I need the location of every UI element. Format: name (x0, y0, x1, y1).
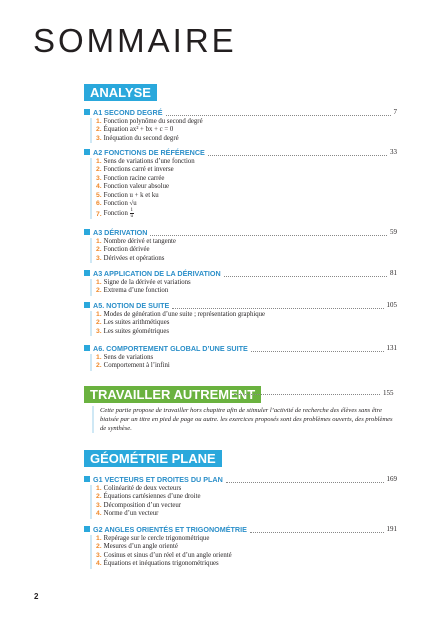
chapter-page: 131 (386, 344, 397, 352)
chapter-a5[interactable] (84, 299, 397, 311)
leader-dots (251, 345, 384, 352)
list-item: 2. Les suites arithmétiques (96, 319, 170, 327)
list-item: 5. Fonction u + k et ku (96, 191, 159, 199)
list-item: 2. Équations cartésiennes d’une droite (96, 493, 201, 501)
list-item: 2. Mesures d’un angle orienté (96, 543, 178, 551)
list-item: 2. Fonction dérivée (96, 246, 150, 254)
chapter-page: 7 (393, 108, 397, 116)
chapter-page: 105 (386, 301, 397, 309)
list-item: 2. Comportement à l’infini (96, 362, 170, 370)
list-item: 2. Extrema d’une fonction (96, 287, 169, 295)
chapter-page: 59 (390, 228, 397, 236)
chapter-g2[interactable] (84, 523, 397, 535)
chapter-title: A6. COMPORTEMENT GLOBAL D’UNE SUITE (93, 343, 248, 353)
leader-dots (224, 270, 387, 277)
page-number: 2 (34, 592, 39, 601)
bullet-square-icon (84, 149, 90, 155)
chapter-items (90, 535, 232, 569)
list-item: 1. Signe de la dérivée et variations (96, 279, 191, 286)
section-analyse: ANALYSE (84, 84, 157, 101)
list-item: 1. Modes de génération d’une suite ; représentation graphique (96, 311, 266, 318)
chapter-items (90, 118, 203, 143)
leader-dots (166, 109, 391, 116)
leader-dots (208, 149, 387, 156)
bullet-square-icon (84, 476, 90, 482)
chapter-a3-application[interactable] (84, 267, 397, 279)
bullet-square-icon (84, 270, 90, 276)
leader-dots (226, 476, 384, 483)
chapter-page: 81 (390, 269, 397, 277)
list-item: 3. Fonction racine carrée (96, 174, 165, 182)
page-title: SOMMAIRE (33, 22, 237, 59)
chapter-items (90, 485, 201, 519)
list-item: 1. Sens de variations d’une fonction (96, 158, 195, 165)
section-travailler-autrement[interactable]: TRAVAILLER AUTREMENT (84, 386, 261, 403)
list-item: 1. Nombre dérivé et tangente (96, 238, 176, 245)
list-item: 7. Fonction $\frac{1}{u}$ (96, 208, 134, 220)
bullet-square-icon (84, 109, 90, 115)
bullet-square-icon (84, 229, 90, 235)
bullet-square-icon (84, 302, 90, 308)
chapter-items (90, 279, 191, 296)
list-item: 6. Fonction √u (96, 200, 137, 208)
chapter-title: A5. NOTION DE SUITE (93, 300, 170, 310)
bullet-square-icon (84, 526, 90, 532)
list-item: 3. Cosinus et sinus d’un réel et d’un angle orienté (96, 551, 232, 559)
chapter-page: 191 (386, 525, 397, 533)
chapter-title: A1 SECOND DEGRÉ (93, 107, 163, 117)
leader-dots (234, 394, 380, 395)
chapter-a1[interactable] (84, 106, 397, 118)
section-geometrie: GÉOMÉTRIE PLANE (84, 450, 222, 467)
chapter-title: A2 FONCTIONS DE RÉFÉRENCE (93, 147, 205, 157)
chapter-title: G2 ANGLES ORIENTÉS ET TRIGONOMÉTRIE (93, 524, 247, 534)
list-item: 3. Les suites géométriques (96, 327, 169, 335)
chapter-a2[interactable] (84, 146, 397, 158)
list-item: 4. Norme d’un vecteur (96, 510, 159, 518)
leader-dots (250, 526, 384, 533)
chapter-page: 155 (383, 389, 394, 397)
bullet-square-icon (84, 345, 90, 351)
chapter-title: A3 APPLICATION DE LA DÉRIVATION (93, 268, 221, 278)
chapter-page: 33 (390, 148, 397, 156)
leader-dots (150, 229, 387, 236)
chapter-page: 169 (386, 475, 397, 483)
section-description: Cette partie propose de travailler hors chapitre afin de stimuler l’activité de recherche des élèves sans être biaisée par un titre en pied de page ou autre. les exercices proposés sont des problèmes ouverts, des problèmes de synthèse. (92, 406, 400, 433)
list-item: 1. Repérage sur le cercle trigonométrique (96, 535, 210, 542)
list-item: 1. Colinéarité de deux vecteurs (96, 485, 182, 492)
leader-dots (172, 302, 383, 309)
list-item: 1. Fonction polynôme du second degré (96, 118, 203, 125)
list-item: 2. Fonctions carré et inverse (96, 166, 174, 174)
chapter-items (90, 354, 170, 371)
list-item: 2. Équation ax² + bx + c = 0 (96, 126, 174, 134)
list-item: 3. Décomposition d’un vecteur (96, 501, 182, 509)
list-item: 4. Équations et inéquations trigonométriques (96, 560, 219, 568)
chapter-items (90, 158, 195, 219)
chapter-a3-derivation[interactable] (84, 226, 397, 238)
chapter-title: A3 DÉRIVATION (93, 227, 148, 237)
fraction: $\frac{1}{u}$ (130, 208, 134, 220)
list-item: 4. Fonction valeur absolue (96, 183, 169, 191)
chapter-title: G1 VECTEURS ET DROITES DU PLAN (93, 474, 223, 484)
chapter-items (90, 238, 176, 263)
list-item: 1. Sens de variations (96, 354, 154, 361)
list-item: 3. Dérivées et opérations (96, 254, 165, 262)
chapter-g1[interactable] (84, 473, 397, 485)
list-item: 3. Inéquation du second degré (96, 134, 179, 142)
chapter-items (90, 311, 265, 336)
chapter-a6[interactable] (84, 342, 397, 354)
